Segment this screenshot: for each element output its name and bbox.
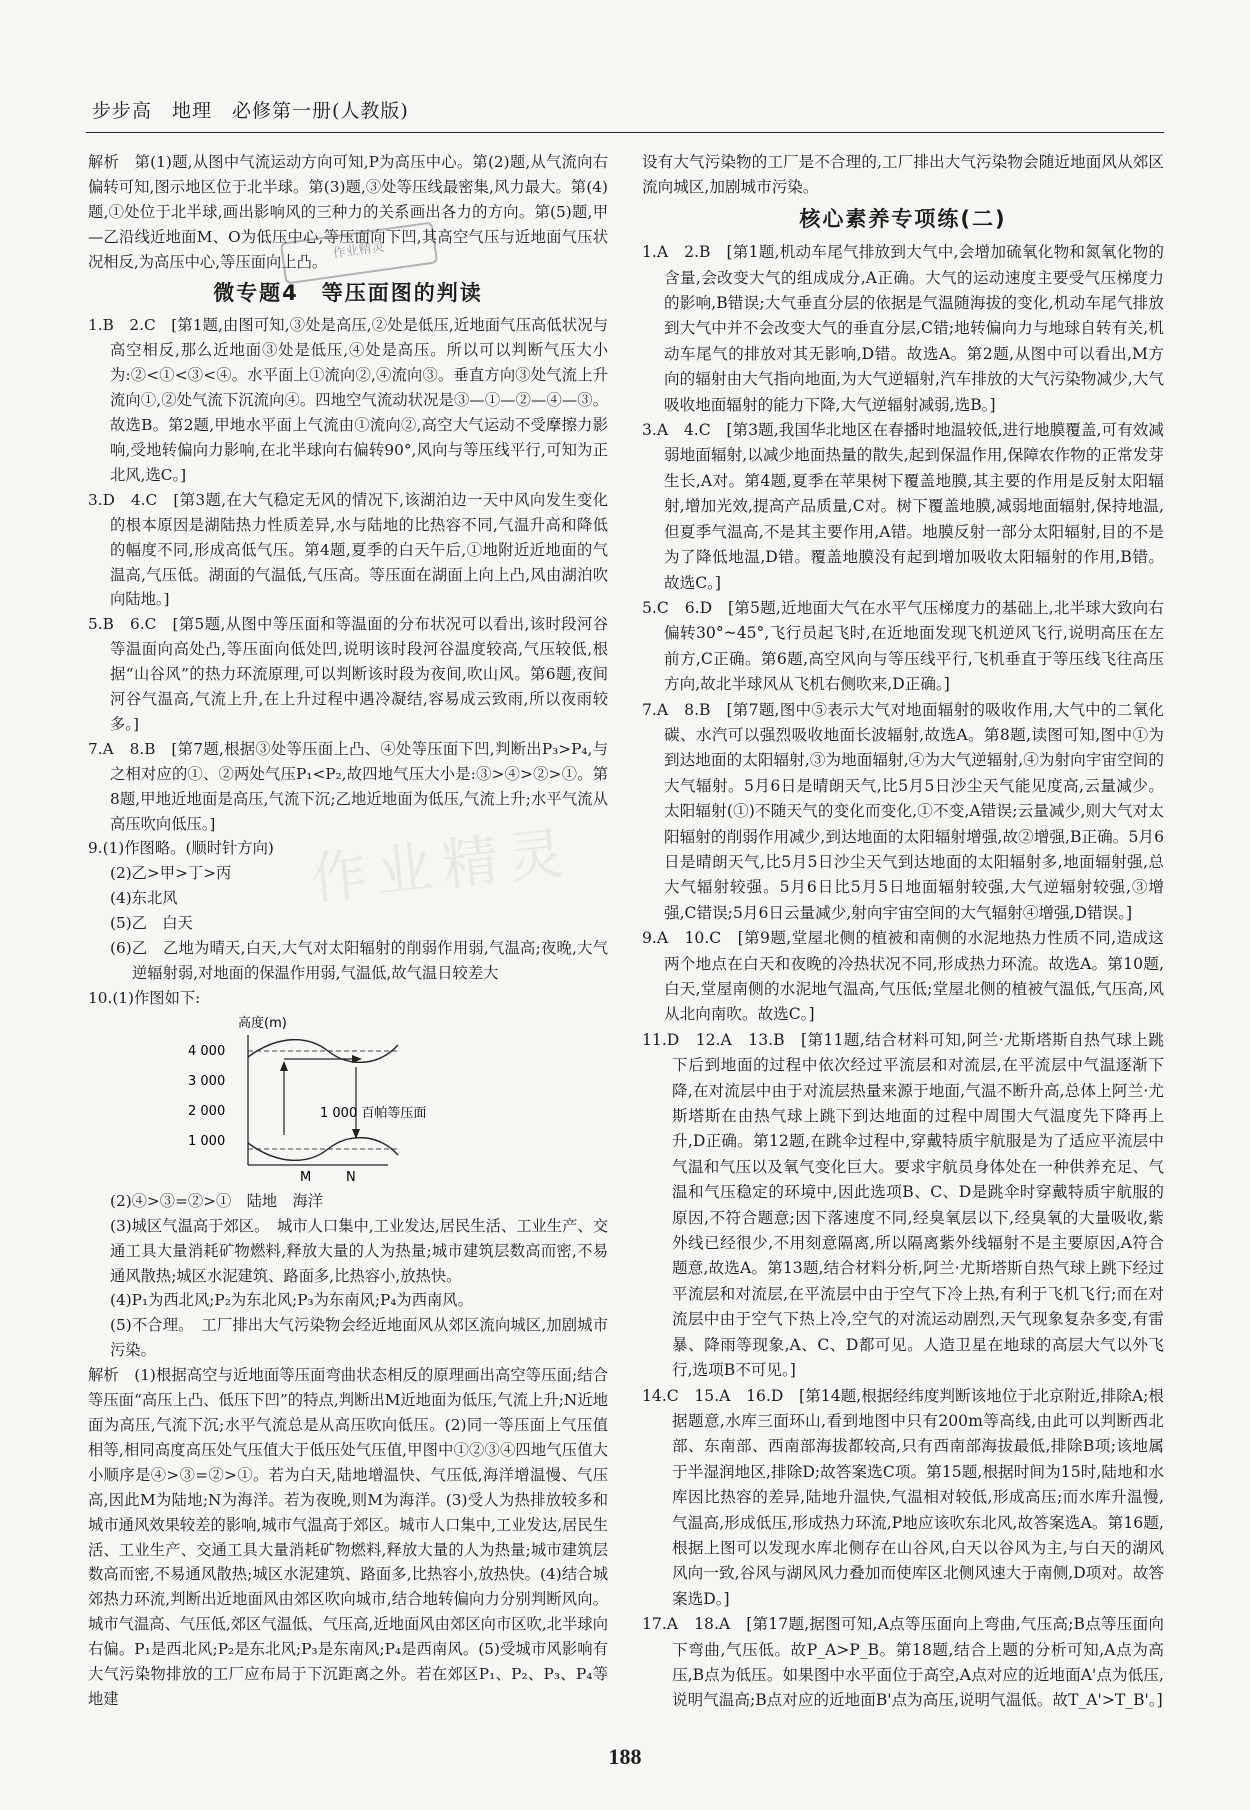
answer-q1: 1.B 2.C [第1题,由图可知,③处是高压,②处是低压,近地面气压高低状况与高空相反,那么近地面③处是低压,④处是高压。所以可以判断气压大小为:②<①<③<④。水平面上①流向②,④流向③。垂直方向③处气流上升流向①,②处气流下沉流向④。四地空气流动状况是③—①—②—④—③。故选B。第2题,甲地水平面上气流由①流向②,高空大气运动不受摩擦力影响,受地转偏向力影响,在北半球向右偏转90°,风向与等压线平行,可知为正北风,选C。]	[88, 316, 608, 484]
answer-q9-line: (2)乙>甲>丁>丙	[110, 864, 232, 883]
answer-r11: 11.D 12.A 13.B [第11题,结合材料可知,阿兰·尤斯塔斯自热气球上跳下后到地面的过程中依次经过平流层和对流层,在平流层中气温逐渐下降,在对流层中由于对流层热量来源于地面,气温不断升高,总体上阿兰·尤斯塔斯在由热气球上跳下到达地面的过程中周围大气温度先下降再上升,D正确。第12题,在跳伞过程中,穿戴特质宇航服是为了适应平流层中气温和气压以及氧气变化巨大。要求宇航员身体处在一种供养充足、气温和气压稳定的环境中,因此选项B、C、D是跳伞时穿戴特质宇航服的原因,不符合题意;因下落速度不同,经臭氧层以下,经臭氧的大量吸收,紫外线已经很少,不用刻意隔离,所以隔离紫外线辐射不是主要原因,A符合题意,故选A。第13题,结合材料分析,阿兰·尤斯塔斯自热气球上跳下经过平流层和对流层,在平流层中由于空气下冷上热,有利于飞机飞行;而在对流层中由于空气下热上冷,空气的对流运动剧烈,天气现象复杂多变,有雷暴、降雨等现象,A、C、D都可见。人造卫星在地球的高层大气以外飞行,选项B不可见。]	[642, 1030, 1164, 1380]
answer-q10-3: (3)城区气温高于郊区。 城市人口集中,工业发达,居民生活、工业生产、交通工具大量消耗矿物燃料,释放大量的人为热量;城市建筑层数高而密,不易通风散热;城区水泥建筑、路面多,比热容小,放热快。	[110, 1216, 608, 1285]
rising-arrowhead	[280, 1061, 288, 1071]
answer-r1: 1.A 2.B [第1题,机动车尾气排放到大气中,会增加硫氧化物和氮氧化物的含量,会改变大气的组成成分,A正确。大气的运动速度主要受气压梯度力的影响,B错误;大气垂直分层的依据是气温随海拔的变化,机动车尾气排放到大气中并不会改变大气的垂直分层,C错;地转偏向力与地球自转有关,机动车尾气的排放对其无影响,D错。故选A。第2题,从图中可以看出,M方向的辐射由大气指向地面,为大气逆辐射,汽车排放的大气污染物减少,大气吸收地面辐射的能力下降,大气逆辐射减弱,选B。]	[642, 243, 1164, 414]
section-title-micro: 微专题4 等压面图的判读	[213, 280, 483, 305]
tick-label: 2 000	[188, 1103, 226, 1119]
answer-q10-4: (4)P₁为西北风;P₂为东北风;P₃为东南风;P₄为西南风。	[110, 1291, 473, 1310]
page-header: 步步高 地理 必修第一册(人教版)	[92, 100, 409, 122]
point-n-label: N	[346, 1169, 356, 1185]
answer-r17: 17.A 18.A [第17题,据图可知,A点等压面向上弯曲,气压高;B点等压面向下弯曲,气压低。故P_A>P_B。第18题,结合上题的分析可知,A点为高压,B点为低压。如果图中水平面位于高空,A点对应的近地面A'点为低压,说明气温高;B点对应的近地面B'点为高压,说明气温低。故T_A'>T_B'。]	[642, 1615, 1164, 1710]
stamp: 作业精灵	[280, 221, 438, 284]
page-number: 188	[608, 1744, 642, 1769]
analysis-paragraph: 解析 第(1)题,从图中气流运动方向可知,P为高压中心。第(2)题,从气流向右偏转可知,图示地区位于北半球。第(3)题,③处等压线最密集,风力最大。第(4)题,①处位于北半球,画出影响风的三种力的关系画出各力的方向。第(5)题,甲—乙沿线近地面M、O为低压中心,等压面向下凹,其高空气压与近地面气压状况相反,为高压中心,等压面向上凸。	[88, 153, 608, 271]
answer-q9-6: (6)乙 乙地为晴天,白天,大气对太阳辐射的削弱作用弱,气温高;夜晚,大气逆辐射弱,对地面的保温作用弱,气温低,故气温日较差大	[110, 939, 608, 982]
tick-label: 1 000	[188, 1133, 226, 1149]
answer-q5: 5.B 6.C [第5题,从图中等压面和等温面的分布状况可以看出,该时段河谷等温面向高处凸,等压面向低处凹,说明该时段河谷温度较高,气压较低,根据“山谷风”的热力环流原理,可以判断该时段为夜间,吹山风。第6题,夜间河谷气温高,气流上升,在上升过程中遇冷凝结,容易成云致雨,所以夜雨较多。]	[88, 615, 608, 733]
answer-r9: 9.A 10.C [第9题,堂屋北侧的植被和南侧的水泥地热力性质不同,造成这两个地点在白天和夜晚的冷热状况不同,形成热力环流。故选A。第10题,白天,堂屋南侧的水泥地气温高,气压低;堂屋北侧的植被气温低,气压高,风从北向南吹。故选C。]	[642, 929, 1164, 1024]
answer-q10-2: (2)④>③=②>① 陆地 海洋	[110, 1191, 324, 1210]
continued-paragraph: 设有大气污染物的工厂是不合理的,工厂排出大气污染物会随近地面风从郊区流向城区,加剧城市污染。	[642, 153, 1164, 197]
answer-q7: 7.A 8.B [第7题,根据③处等压面上凸、④处等压面下凹,判断出P₃>P₄,与之相对应的①、②两处气压P₁<P₂,故四地气压大小是:③>④>②>①。第8题,甲地近地面是高压,气流下沉;乙地近地面为低压,气流上升;水平气流从高压吹向低压。]	[88, 739, 608, 833]
answer-r7: 7.A 8.B [第7题,图中⑤表示大气对地面辐射的吸收作用,大气中的二氧化碳、水汽可以强烈吸收地面长波辐射,故选A。第8题,读图可知,图中①为到达地面的太阳辐射,③为地面辐射,④为大气逆辐射,④为射向宇宙空间的大气辐射。5月6日是晴朗天气,比5月5日沙尘天气能见度高,云量减少。太阳辐射(①)不随天气的变化而变化,①不变,A错误;云量减少,则大气对太阳辐射的削弱作用减少,到达地面的太阳辐射增强,故②增强,B正确。5月6日是晴朗天气,比5月5日沙尘天气到达地面的太阳辐射多,地面辐射强,总大气辐射较强。5月6日比5月5日地面辐射较强,大气逆辐射较强,③增强,C错误;5月6日云量减少,射向宇宙空间的大气辐射④增强,D错误。]	[642, 700, 1164, 922]
left-column	[88, 150, 608, 1712]
answer-q9-line: (4)东北风	[110, 889, 178, 908]
tick-label: 3 000	[188, 1073, 226, 1089]
answer-q9-line: (5)乙 白天	[110, 914, 193, 933]
answer-r14: 14.C 15.A 16.D [第14题,根据经纬度判断该地位于北京附近,排除A;根据题意,水库三面环山,看到地图中只有200m等高线,由此可以判断西北部、东南部、西南部海拔都较高,只有西南部海拔最低,排除B项;该地属于半湿润地区,排除D;故答案选C项。第15题,根据时间为15时,陆地和水库因比热容的差异,陆地升温快,气温相对较低,形成高压;而水库升温慢,气温高,形成低压,形成热力环流,P地应该吹东北风,故答案选A。第16题,根据上图可以发现水库北侧存在山谷风,白天以谷风为主,与白天的湖风风向一致,谷风与湖风风力叠加而使库区北侧风速大于南侧,D项对。故答案选D。]	[642, 1386, 1164, 1608]
isobar-diagram	[88, 1015, 608, 1187]
point-m-label: M	[300, 1169, 312, 1185]
right-column	[642, 150, 1164, 1714]
answer-q9-head: 9.(1)作图略。(顺时针方向)	[88, 839, 274, 858]
answer-q3: 3.D 4.C [第3题,在大气稳定无风的情况下,该湖泊边一天中风向发生变化的根本原因是湖陆热力性质差异,水与陆地的比热容不同,气温升高和降低的幅度不同,形成高低气压。第4题,夏季的白天午后,①地附近近地面的气温高,气压低。湖面的气温低,气压高。等压面在湖面上向上凸,风由湖泊吹向陆地。]	[88, 490, 608, 609]
answer-r5: 5.C 6.D [第5题,近地面大气在水平气压梯度力的基础上,北半球大致向右偏转30°~45°,飞行员起飞时,在近地面发现飞机逆风飞行,说明高压在左前方,C正确。第6题,高空风向与等压线平行,飞机垂直于等压线飞往高压方向,故北半球风从飞机右侧吹来,D正确。]	[642, 598, 1164, 694]
watermark: 作业精灵	[307, 820, 578, 913]
header-divider	[86, 132, 1164, 133]
y-axis-label: 高度(m)	[238, 1015, 287, 1031]
isobar-label: 1 000 百帕等压面	[320, 1105, 427, 1121]
isobar-figure	[88, 1015, 608, 1187]
section-title-core: 核心素养专项练(二)	[799, 206, 1007, 231]
analysis-q10: 解析 (1)根据高空与近地面等压面弯曲状态相反的原理画出高空等压面;结合等压面“高压上凸、低压下凹”的特点,判断出M近地面为低压,气流上升;N近地面为高压,气流下沉;水平气流总是从高压吹向低压。(2)同一等压面上气压值相等,相同高度高压处气压值大于低压处气压值,甲图中①②③④四地气压值大小顺序是④>③=②>①。若为白天,陆地增温快、气压低,海洋增温慢、气压高,因此M为陆地;N为海洋。若为夜晚,则M为海洋。(3)受人为热排放较多和城市通风效果较差的影响,城市气温高于郊区。城市人口集中,工业发达,居民生活、工业生产、交通工具大量消耗矿物燃料,释放大量的人为热量;城市建筑层数高而密,不易通风散热;城区水泥建筑、路面多,比热容小,放热快。(4)结合城郊热力环流,判断出近地面风由郊区吹向城市,结合地转偏向力分别判断风向。城市气温高、气压低,郊区气温低、气压高,近地面风由郊区向市区吹,北半球向右偏。P₁是西北风;P₂是东北风;P₃是东南风;P₄是西南风。(5)受城市风影响有大气污染物排放的工厂应布局于下沉距离之外。若在郊区P₁、P₂、P₃、P₄等地建	[88, 1366, 608, 1708]
tick-label: 4 000	[188, 1043, 226, 1059]
answer-q10-head: 10.(1)作图如下:	[88, 988, 201, 1007]
answer-r3: 3.A 4.C [第3题,我国华北地区在春播时地温较低,进行地膜覆盖,可有效减弱地面辐射,以减少地面热量的散失,起到保温作用,保障农作物的正常发芽生长,A对。第4题,夏季在苹果树下覆盖地膜,其主要的作用是反射太阳辐射,增加光效,提高产品质量,C对。树下覆盖地膜,减弱地面辐射,保持地温,但夏季气温高,不是其主要作用,A错。地膜反射一部分太阳辐射,目的不是为了降低地温,D错。覆盖地膜没有起到增加吸收太阳辐射的作用,B错。故选C。]	[642, 421, 1164, 592]
answer-q10-5: (5)不合理。 工厂排出大气污染物会经近地面风从郊区流向城区,加剧城市污染。	[110, 1316, 608, 1360]
